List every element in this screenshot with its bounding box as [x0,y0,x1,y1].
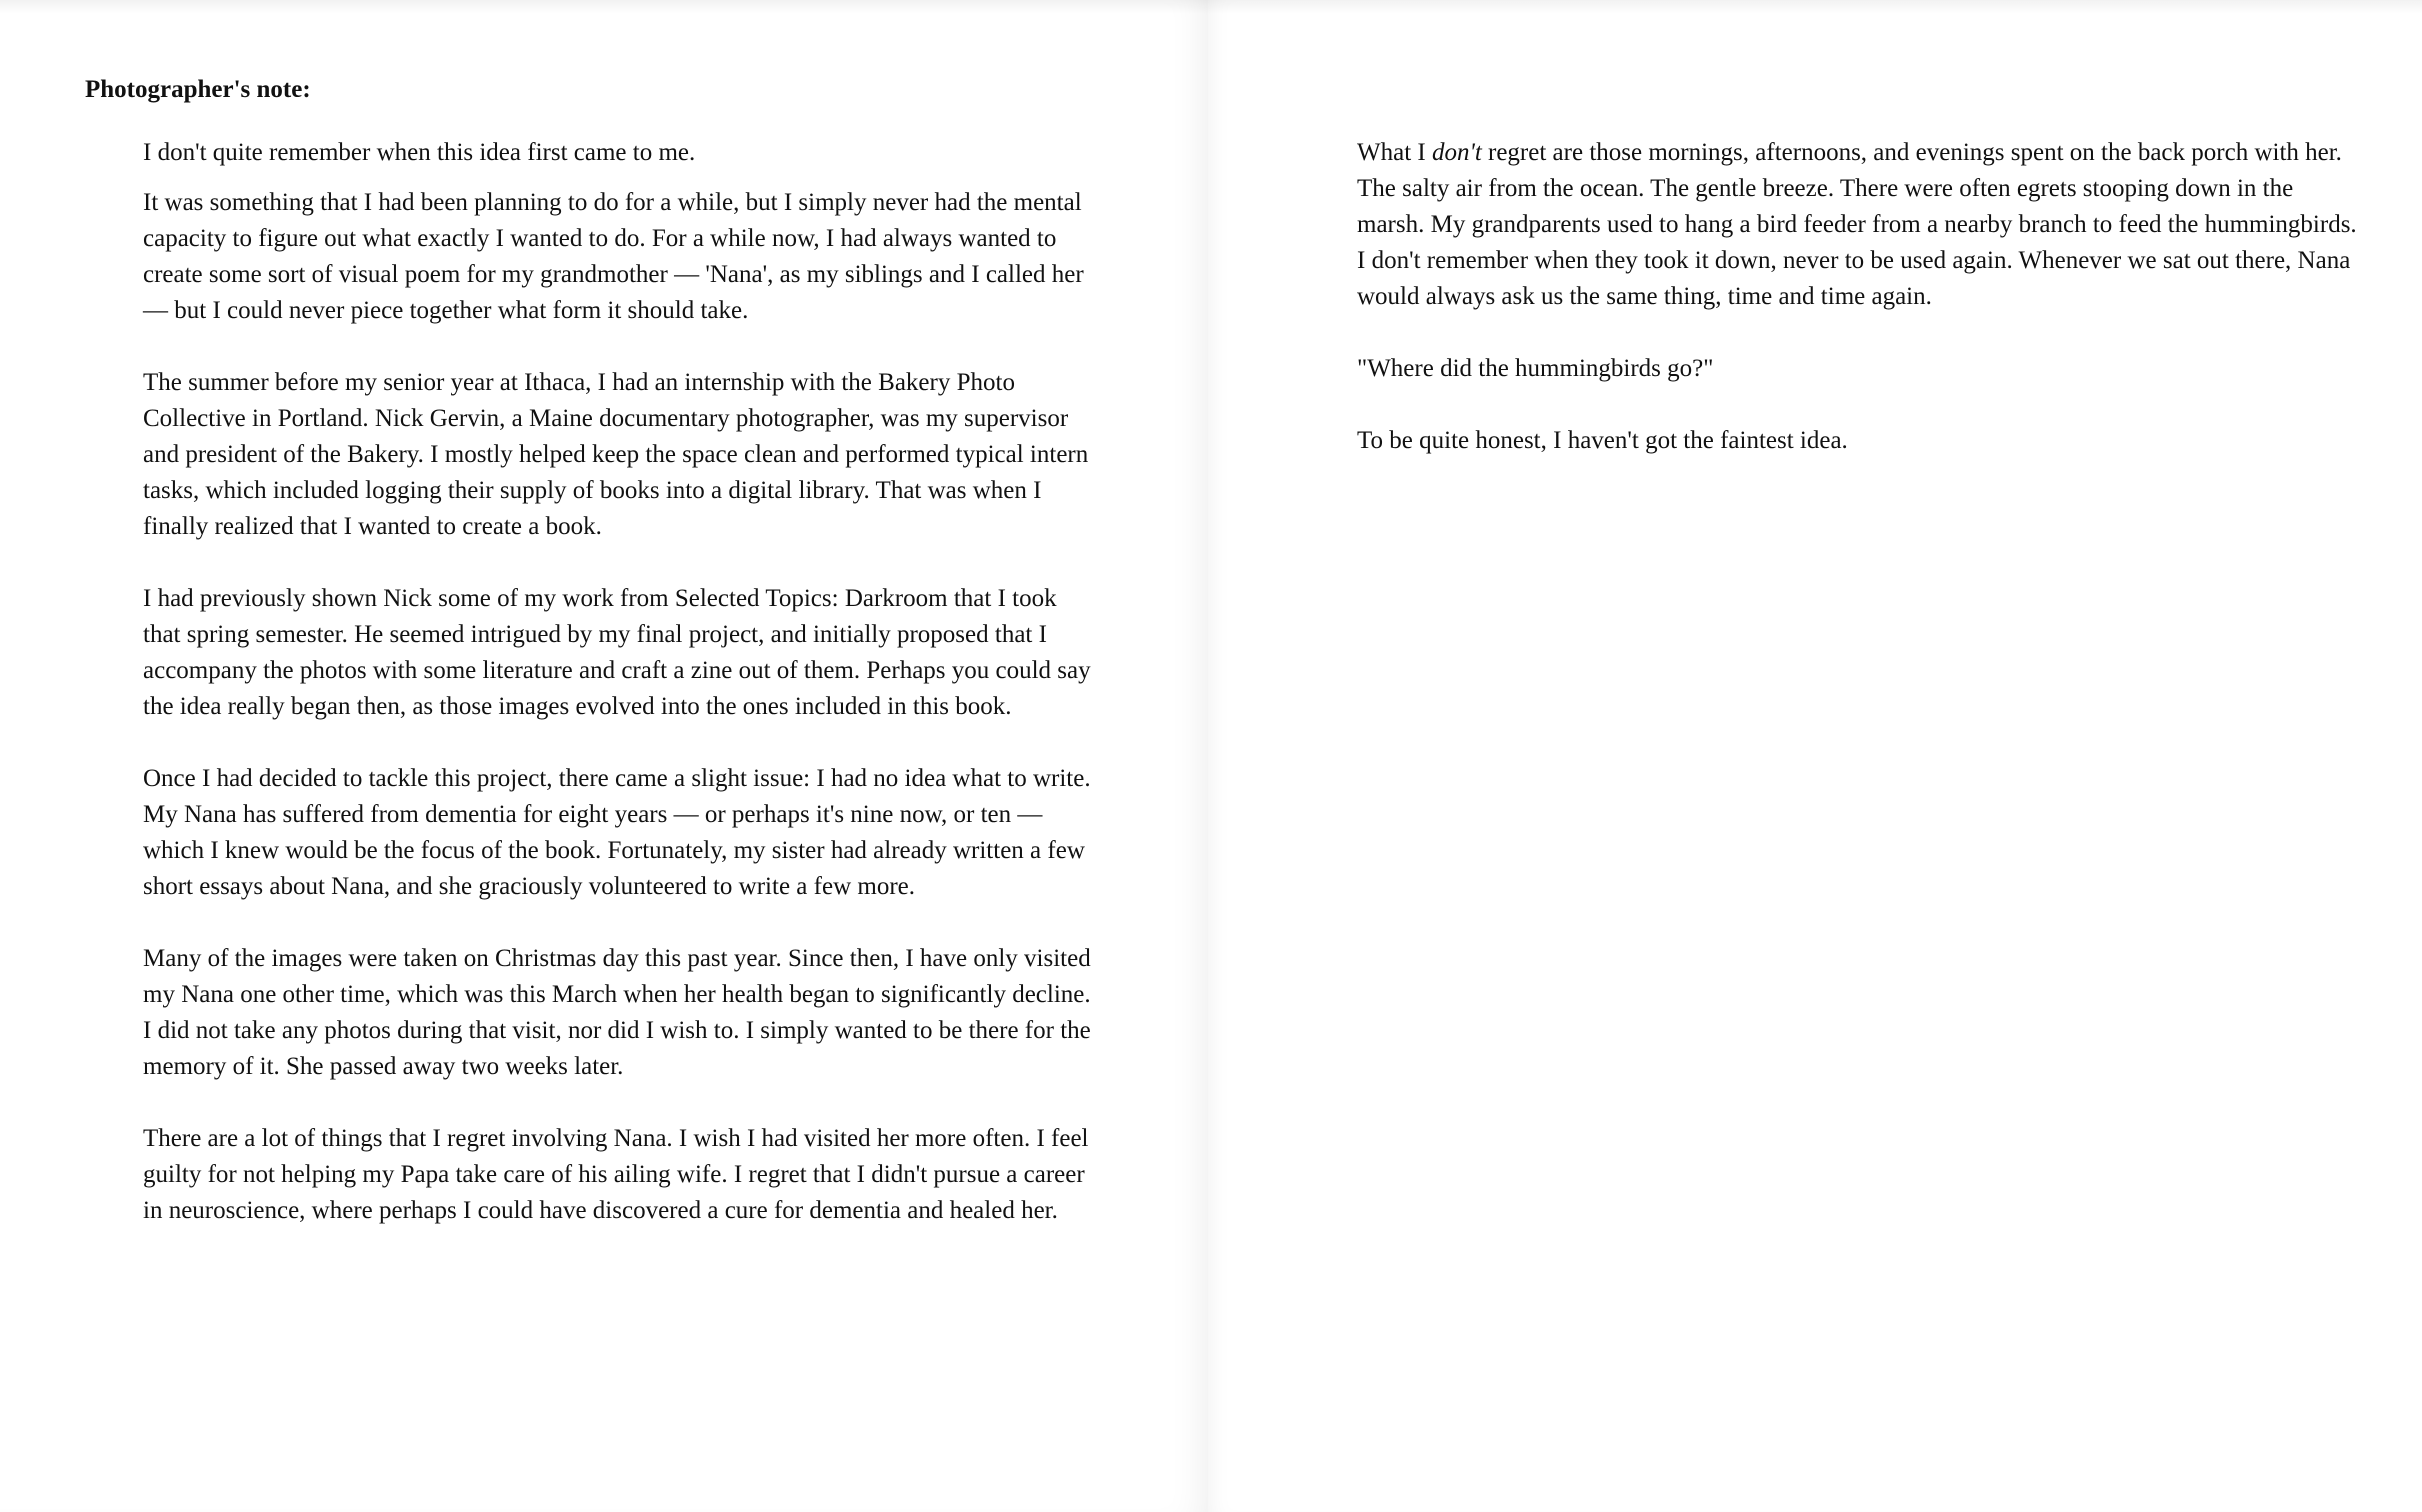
paragraph: It was something that I had been planning to do for a while, but I simply never had the mental capacity to figure out what exactly I wanted to do. For a while now, I had always wanted to create some sort of visual poem for my grandmother — 'Nana', as my siblings and I called her — but I could never piece together what form it should take. [143,189,1084,324]
paragraph: The summer before my senior year at Ithaca, I had an internship with the Bakery Photo Collective in Portland. Nick Gervin, a Maine documentary photographer, was my supervisor and president of the Bakery. I mostly helped keep the space clean and performed typical intern tasks, which included logging their supply of books into a digital library. That was when I finally realized that I wanted to create a book. [143,369,1089,540]
paragraph: Once I had decided to tackle this project, there came a slight issue: I had no idea what to write. My Nana has suffered from dementia for eight years — or perhaps it's nine now, or ten — which I knew would be the focus of the book. Fortunately, my sister had already written a few short essays about Nana, and she graciously volunteered to write a few more. [143,765,1091,900]
paragraph-text-start: What I [1357,139,1432,166]
emphasized-word: don't [1431,139,1482,166]
paragraph [1357,135,2357,315]
right-page-body [1357,135,2357,459]
paragraph-text-rest: regret are those mornings, afternoons, and evenings spent on the back porch with her. The salty air from the ocean. The gentle breeze. There were often egrets stooping down in the marsh. My grandparents used to hang a bird feeder from a nearby branch to feed the hummingbirds. I don't remember when they took it down, never to be used again. Whenever we sat out there, Nana would always ask us the same thing, time and time again. [1357,139,2357,310]
right-page [1208,0,2422,1512]
paragraph: I don't quite remember when this idea first came to me. [143,139,696,166]
left-page [0,0,1208,1512]
paragraph: Many of the images were taken on Christmas day this past year. Since then, I have only visited my Nana one other time, which was this March when her health began to significantly decline. I did not take any photos during that visit, nor did I wish to. I simply wanted to be there for the memory of it. She passed away two weeks later. [143,945,1091,1080]
hummingbird-quote: "Where did the hummingbirds go?" [1357,355,1714,382]
top-shadow [1208,0,2422,14]
closing-line: To be quite honest, I haven't got the faintest idea. [1357,427,1848,454]
left-page-body [143,135,1093,1229]
top-shadow [0,0,1208,14]
photographers-note-heading: Photographer's note: [85,76,311,103]
paragraph: I had previously shown Nick some of my work from Selected Topics: Darkroom that I took that spring semester. He seemed intrigued by my final project, and initially proposed that I accompany the photos with some literature and craft a zine out of them. Perhaps you could say the idea really began then, as those images evolved into the ones included in this book. [143,585,1091,720]
paragraph: There are a lot of things that I regret involving Nana. I wish I had visited her more often. I feel guilty for not helping my Papa take care of his ailing wife. I regret that I didn't pursue a career in neuroscience, where perhaps I could have discovered a cure for dementia and healed her. [143,1125,1089,1224]
